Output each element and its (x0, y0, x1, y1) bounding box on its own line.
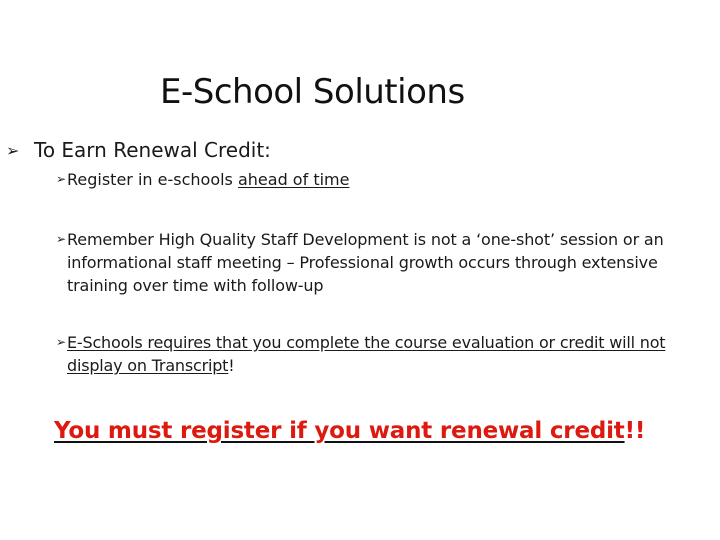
callout-text-exclaim: !! (624, 418, 646, 444)
slide-title: E-School Solutions (160, 72, 465, 112)
bullet-register (56, 168, 706, 191)
bullet-course-evaluation-text-plain: ! (228, 356, 235, 375)
bullet-register-text (67, 168, 706, 191)
bullet-register-text-underlined: ahead of time (237, 170, 350, 189)
bullet-course-evaluation (56, 331, 706, 377)
bullet-course-evaluation-text-underlined: E-Schools requires that you complete the course evaluation or credit will not display on Transcript (67, 333, 666, 375)
bullet-register-text-plain: Register in e-schools (67, 170, 238, 189)
arrow-bullet-icon: ➢ (6, 141, 20, 160)
callout-register-warning (54, 418, 645, 444)
arrow-bullet-icon: ➢ (56, 172, 67, 186)
arrow-bullet-icon: ➢ (56, 335, 67, 349)
callout-text-underlined: You must register if you want renewal credit (54, 418, 625, 444)
bullet-course-evaluation-text (67, 331, 706, 377)
level1-bullet-text: To Earn Renewal Credit: (34, 138, 271, 162)
bullet-staff-development-text: Remember High Quality Staff Development is not a ‘one-shot’ session or an informational staff meeting – Professional growth occurs through extensive training over time with follow-up (67, 230, 664, 295)
arrow-bullet-icon: ➢ (56, 232, 67, 246)
bullet-staff-development (56, 228, 706, 297)
level1-bullet (6, 138, 696, 162)
